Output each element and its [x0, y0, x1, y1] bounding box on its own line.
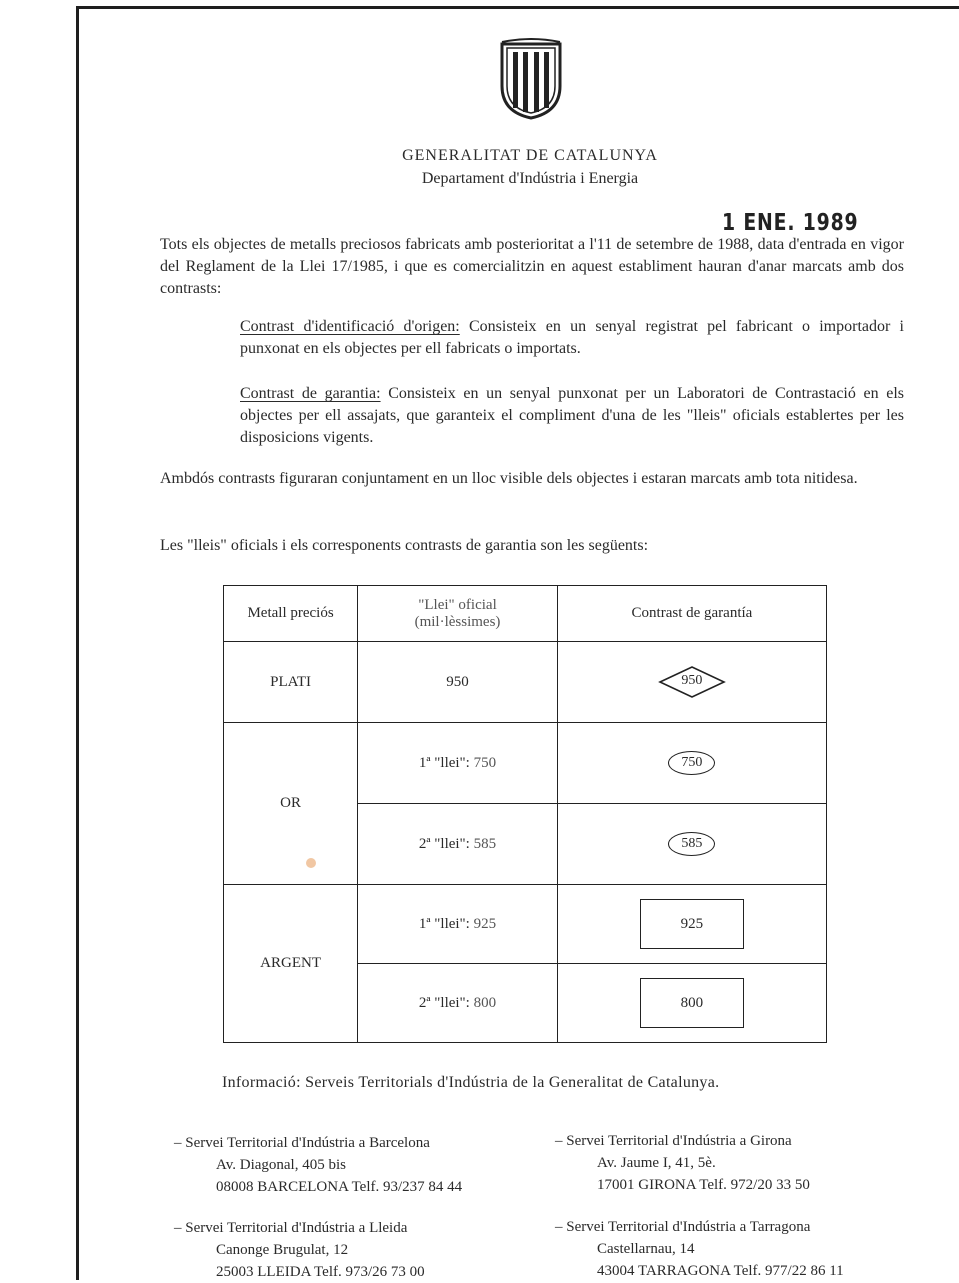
- page-frame-left: [76, 6, 79, 1280]
- llei-argent-1: [358, 885, 558, 964]
- page-frame-top: [76, 6, 959, 9]
- metal-plati: PLATI: [224, 642, 358, 723]
- garantia-contrast-text: Consisteix en un senyal punxonat per un Laboratori de Contrastació en els objectes per ell assajats, que garanteix el compliment d'una de les "lleis" oficials establertes per les disposicions vigents.: [240, 385, 904, 446]
- ambdos-paragraph: Ambdós contrasts figuraran conjuntament en un lloc visible dels objectes i estaran marcats amb tota nitidesa.: [160, 470, 858, 487]
- table-row-argent-1: [224, 885, 827, 964]
- llei-argent-2-label: 2ª "llei":: [418, 994, 474, 1011]
- diamond-mark-value: 950: [681, 673, 703, 688]
- llei-argent-1-value: 925: [473, 915, 497, 932]
- llei-argent-2: [358, 964, 558, 1043]
- department-name: Departament d'Indústria i Energia: [421, 170, 639, 187]
- info-line: Informació: Serveis Territorials d'Indústria de la Generalitat de Catalunya.: [222, 1074, 720, 1091]
- table-header-row: [224, 586, 827, 642]
- garantia-contrast-paragraph: [240, 383, 904, 449]
- office-lleida-city-phone: 25003 LLEIDA Telf. 973/26 73 00: [216, 1264, 425, 1280]
- office-girona: [555, 1130, 810, 1196]
- agency-name: GENERALITAT DE CATALUNYA: [402, 147, 658, 164]
- table-row-plati: [224, 642, 827, 723]
- office-barcelona-address: Av. Diagonal, 405 bis: [216, 1157, 346, 1173]
- office-barcelona-name: – Servei Territorial d'Indústria a Barcelona: [174, 1135, 430, 1151]
- metal-or: OR: [224, 723, 358, 885]
- llei-or-1: [358, 723, 558, 804]
- ident-contrast-text: Consisteix en un senyal registrat pel fabricant o importador i punxonat en els objectes per ell fabricats o importats.: [240, 318, 905, 357]
- llei-argent-2-value: 800: [473, 994, 497, 1011]
- office-barcelona-city-phone: 08008 BARCELONA Telf. 93/237 84 44: [216, 1179, 463, 1195]
- mark-or-1-cell: [557, 723, 826, 804]
- office-girona-name: – Servei Territorial d'Indústria a Girona: [555, 1133, 792, 1149]
- date-stamp: 1 ENE. 1989: [722, 210, 859, 236]
- header-llei-line2: (mil·lèssimes): [414, 613, 501, 630]
- office-lleida-name: – Servei Territorial d'Indústria a Lleida: [174, 1220, 408, 1236]
- ellipse-mark-585: 585: [668, 832, 715, 856]
- hallmark-table: [223, 585, 827, 1043]
- mark-argent-2-cell: [557, 964, 826, 1043]
- llei-or-2-value: 585: [473, 835, 497, 852]
- lleis-intro-paragraph: Les "lleis" oficials i els corresponents contrasts de garantia son les següents:: [160, 537, 649, 554]
- paper-speck: [306, 858, 316, 868]
- header-contrast: Contrast de garantía: [557, 586, 826, 642]
- garantia-contrast-title: Contrast de garantia:: [240, 385, 381, 402]
- table-row-or-1: [224, 723, 827, 804]
- office-lleida-address: Canonge Brugulat, 12: [216, 1242, 349, 1258]
- office-girona-city-phone: 17001 GIRONA Telf. 972/20 33 50: [597, 1177, 810, 1193]
- box-mark-925: 925: [640, 899, 744, 949]
- office-tarragona-name: – Servei Territorial d'Indústria a Tarragona: [555, 1219, 811, 1235]
- office-girona-address: Av. Jaume I, 41, 5è.: [597, 1155, 716, 1171]
- header-llei: [358, 586, 558, 642]
- office-barcelona: [174, 1132, 462, 1198]
- mark-plati-cell: [557, 642, 826, 723]
- llei-or-1-label: 1ª "llei":: [418, 754, 474, 771]
- header-llei-line1: "Llei" oficial: [418, 596, 497, 613]
- intro-paragraph: Tots els objectes de metalls preciosos fabricats amb posterioritat a l'11 de setembre de 1988, data d'entrada en vigor del Reglament de la Llei 17/1985, i que es comercialitzin en aquest establiment hauran d'anar marcats amb dos contrasts:: [160, 236, 904, 297]
- catalonia-seal-icon: [494, 38, 568, 122]
- llei-plati: 950: [358, 642, 558, 723]
- office-tarragona: [555, 1216, 844, 1282]
- llei-or-2-label: 2ª "llei":: [418, 835, 474, 852]
- box-mark-800: 800: [640, 978, 744, 1028]
- llei-or-1-value: 750: [473, 754, 497, 771]
- office-tarragona-city-phone: 43004 TARRAGONA Telf. 977/22 86 11: [597, 1263, 844, 1279]
- office-tarragona-address: Castellarnau, 14: [597, 1241, 695, 1257]
- mark-argent-1-cell: [557, 885, 826, 964]
- diamond-mark: [658, 665, 726, 699]
- llei-or-2: [358, 804, 558, 885]
- header-metal: Metall preciós: [224, 586, 358, 642]
- ident-contrast-paragraph: [240, 316, 904, 360]
- ellipse-mark-750: 750: [668, 751, 715, 775]
- office-lleida: [174, 1217, 425, 1283]
- mark-or-2-cell: [557, 804, 826, 885]
- llei-argent-1-label: 1ª "llei":: [418, 915, 474, 932]
- ident-contrast-title: Contrast d'identificació d'origen:: [240, 318, 460, 335]
- metal-argent: ARGENT: [224, 885, 358, 1043]
